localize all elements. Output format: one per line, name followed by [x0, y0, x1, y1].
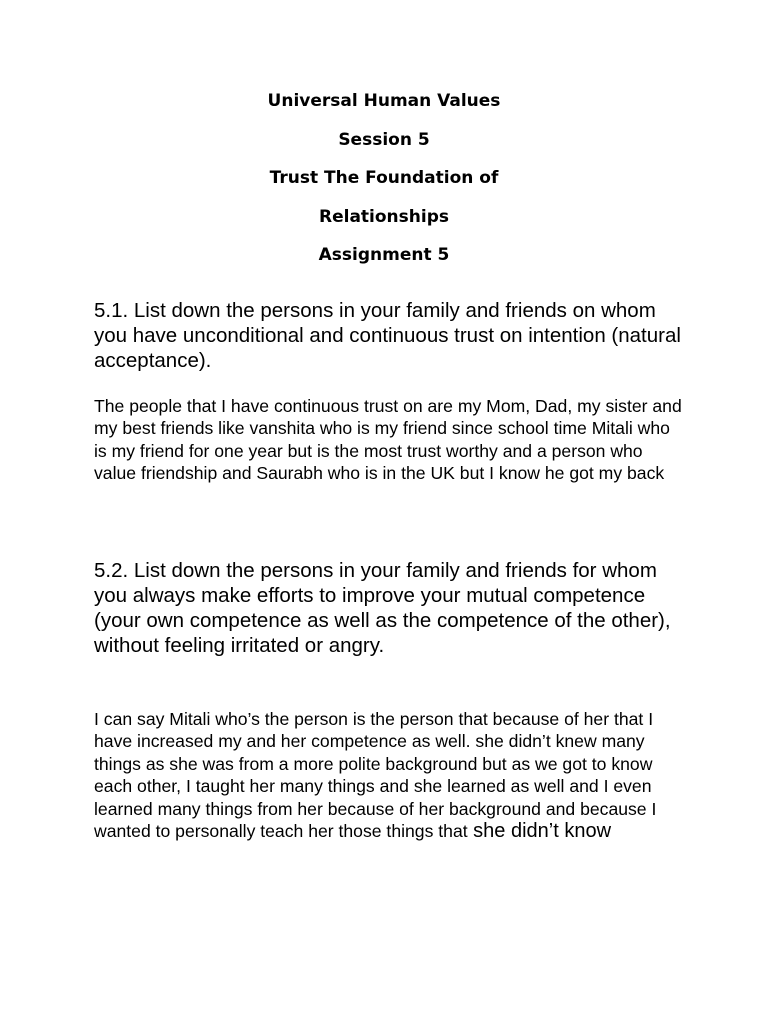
- topic-title-line-1: Trust The Foundation of: [269, 168, 499, 188]
- question-5-1: 5.1. List down the persons in your family and friends on whom you have unconditional and continuous trust on intention (natural acceptance).: [94, 299, 681, 372]
- topic-title-line-2: Relationships: [319, 207, 449, 227]
- question-5-2: 5.2. List down the persons in your family and friends for whom you always make efforts to improve your mutual competence (your own competence as well as the competence of the other), without feeling irritated or angry.: [94, 559, 671, 657]
- course-title: Universal Human Values: [267, 91, 501, 111]
- session-title: Session 5: [338, 130, 430, 150]
- assignment-title: Assignment 5: [318, 245, 450, 265]
- answer-5-1: The people that I have continuous trust on are my Mom, Dad, my sister and my best friends like vanshita who is my friend since school time Mitali who is my friend for one year but is the most trust worthy and a person who value friendship and Saurabh who is in the UK but I know he got my back: [94, 396, 682, 484]
- answer-5-2-body: I can say Mitali who’s the person is the person that because of her that I have increased my and her competence as well. she didn’t knew many things as she was from a more polite background but as we got to know each other, I taught her many things and she learned as well and I even learned many things from her because of her background and because I wanted to personally teach her those things that: [94, 709, 657, 842]
- answer-5-2-tail: she didn’t know: [467, 820, 612, 843]
- answer-5-2: [94, 708, 684, 842]
